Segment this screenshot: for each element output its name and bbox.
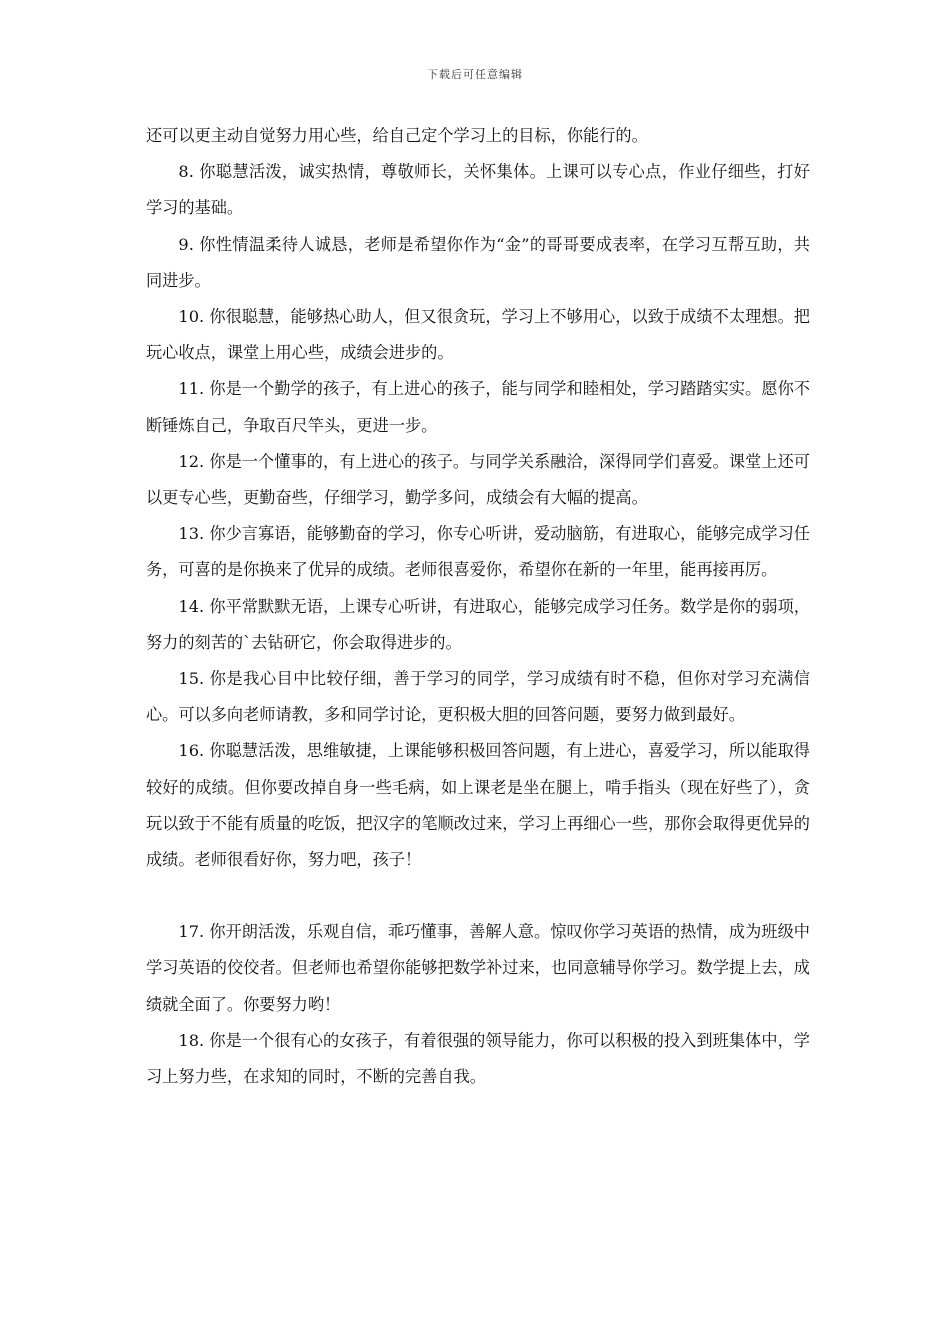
paragraph-7-continued: 还可以更主动自觉努力用心些，给自己定个学习上的目标，你能行的。 [146,126,648,145]
document-body [146,118,810,1095]
paragraph-8: 8. 你聪慧活泼，诚实热情，尊敬师长，关怀集体。上课可以专心点，作业仔细些，打好学习的基础。 [146,162,810,218]
paragraph-16: 16. 你聪慧活泼，思维敏捷，上课能够积极回答问题，有上进心，喜爱学习，所以能取得较好的成绩。但你要改掉自身一些毛病，如上课老是坐在腿上，啃手指头（现在好些了），贪玩以致于不能有质量的吃饭，把汉字的笔顺改过来，学习上再细心一些，那你会取得更优异的成绩。老师很看好你，努力吧，孩子！ [146,741,810,870]
paragraph-9: 9. 你性情温柔待人诚恳，老师是希望你作为“金”的哥哥要成表率，在学习互帮互助，共同进步。 [146,234,810,290]
paragraph-13: 13. 你少言寡语，能够勤奋的学习，你专心听讲，爱动脑筋，有进取心，能够完成学习任务，可喜的是你换来了优异的成绩。老师很喜爱你，希望你在新的一年里，能再接再厉。 [146,524,810,580]
paragraph-10: 10. 你很聪慧，能够热心助人，但又很贪玩，学习上不够用心，以致于成绩不太理想。把玩心收点，课堂上用心些，成绩会进步的。 [146,307,810,363]
paragraph-11: 11. 你是一个勤学的孩子，有上进心的孩子，能与同学和睦相处，学习踏踏实实。愿你不断锤炼自己，争取百尺竿头，更进一步。 [146,379,810,435]
blank-line [146,878,810,914]
paragraph-12: 12. 你是一个懂事的，有上进心的孩子。与同学关系融洽，深得同学们喜爱。课堂上还可以更专心些，更勤奋些，仔细学习，勤学多问，成绩会有大幅的提高。 [146,451,810,508]
paragraph-17: 17. 你开朗活泼，乐观自信，乖巧懂事，善解人意。惊叹你学习英语的热情，成为班级中学习英语的佼佼者。但老师也希望你能够把数学补过来，也同意辅导你学习。数学提上去，成绩就全面了。你要努力哟！ [146,922,810,1014]
paragraph-14: 14. 你平常默默无语，上课专心听讲，有进取心，能够完成学习任务。数学是你的弱项，努力的刻苦的`去钻研它，你会取得进步的。 [146,596,810,652]
paragraph-15: 15. 你是我心目中比较仔细，善于学习的同学，学习成绩有时不稳，但你对学习充满信心。可以多向老师请教，多和同学讨论，更积极大胆的回答问题，要努力做到最好。 [146,669,810,725]
page-header: 下载后可任意编辑 [427,68,523,81]
paragraph-18: 18. 你是一个很有心的女孩子，有着很强的领导能力，你可以积极的投入到班集体中，学习上努力些，在求知的同时，不断的完善自我。 [146,1030,810,1087]
